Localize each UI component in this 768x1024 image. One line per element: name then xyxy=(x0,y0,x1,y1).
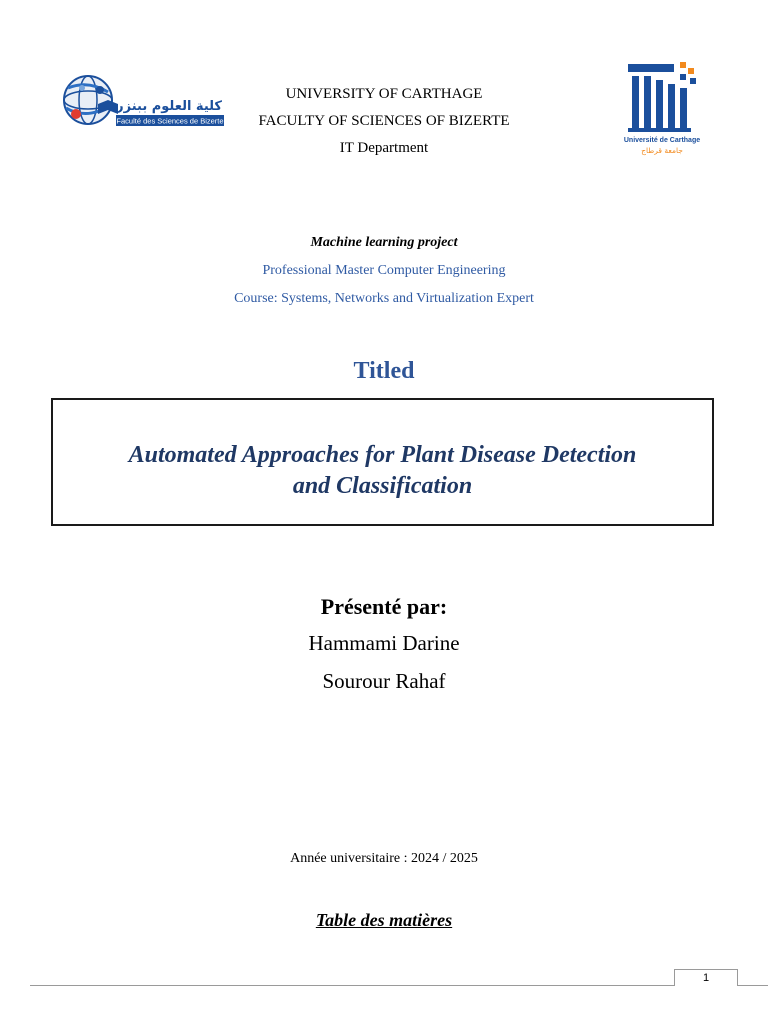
faculty-arabic-name: كلية العلوم ببنزرت xyxy=(103,99,222,114)
toc-heading: Table des matières xyxy=(315,910,453,930)
footer-divider xyxy=(30,985,768,986)
presented-by-label: Présenté par: xyxy=(320,594,448,619)
page-number: 1 xyxy=(674,969,738,986)
faculty-french-name: Faculté des Sciences de Bizerte xyxy=(116,116,224,126)
department-name: IT Department xyxy=(339,140,429,156)
project-title-line-2: and Classification xyxy=(292,473,473,499)
author-name: Sourour Rahaf xyxy=(322,669,446,693)
faculty-name: FACULTY OF SCIENCES OF BIZERTE xyxy=(258,113,510,129)
academic-year: Année universitaire : 2024 / 2025 xyxy=(290,851,478,866)
project-title-line-1: Automated Approaches for Plant Disease Detection xyxy=(128,442,637,468)
university-french-name: Université de Carthage xyxy=(624,137,700,144)
project-type: Machine learning project xyxy=(310,235,458,250)
title-box xyxy=(51,398,714,526)
titled-label: Titled xyxy=(353,358,415,384)
program-name: Professional Master Computer Engineering xyxy=(262,263,506,278)
university-arabic-name: جامعة قرطاج xyxy=(641,146,683,155)
project-title xyxy=(53,440,712,502)
university-name: UNIVERSITY OF CARTHAGE xyxy=(285,86,483,102)
course-name: Course: Systems, Networks and Virtualization Expert xyxy=(234,291,534,306)
author-name: Hammami Darine xyxy=(308,631,460,655)
